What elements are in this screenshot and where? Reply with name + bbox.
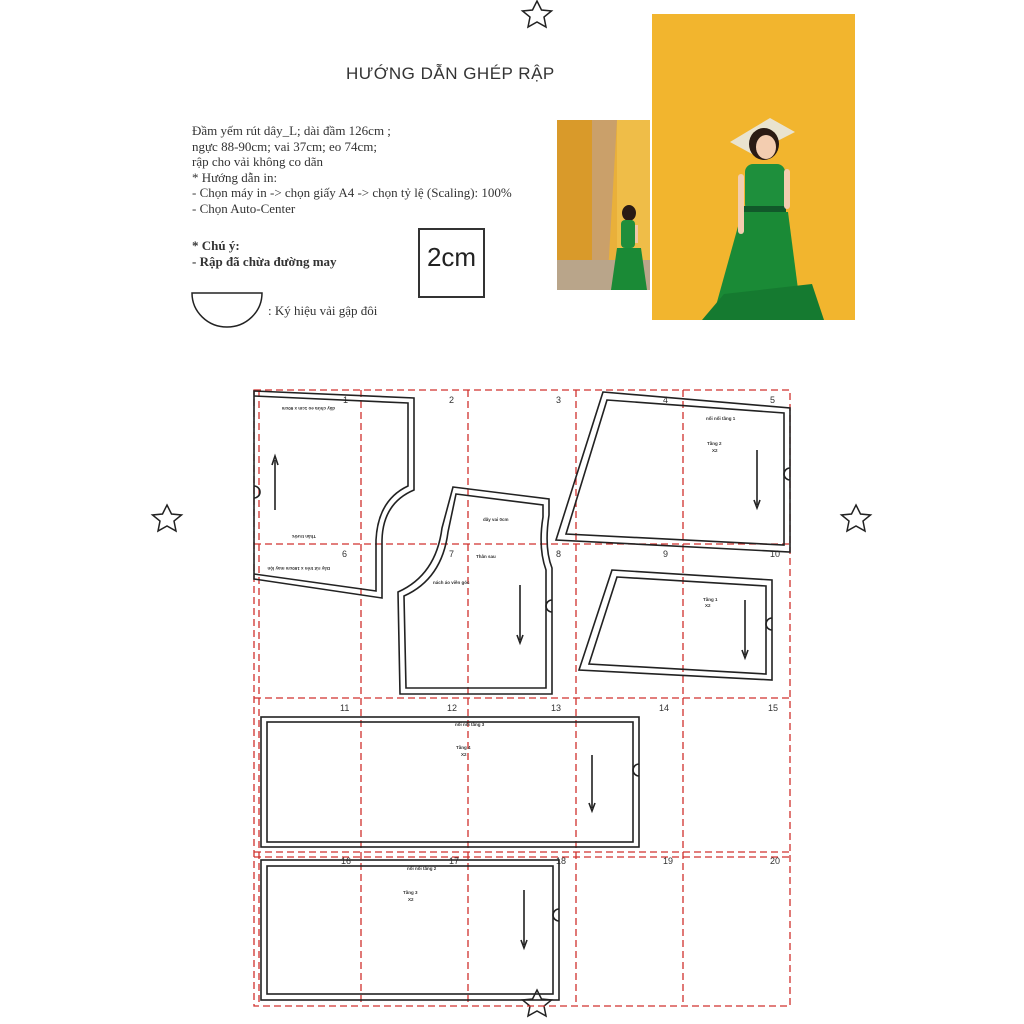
info-line: Đầm yếm rút dây_L; dài đầm 126cm ; — [192, 123, 391, 138]
grid-number: 10 — [770, 549, 781, 559]
grid-number: 5 — [770, 395, 776, 405]
info-line: ngực 88-90cm; vai 37cm; eo 74cm; — [192, 138, 378, 154]
fold-symbol-label: : Ký hiệu vải gập đôi — [268, 303, 378, 318]
fold-symbol-icon — [192, 293, 262, 327]
note-heading: * Chú ý: — [192, 238, 240, 253]
piece-label: X2 — [705, 603, 711, 608]
grid-number: 16 — [341, 856, 352, 866]
star-icon — [523, 1, 552, 27]
piece-label: Tầng 1 — [703, 597, 718, 602]
grid-number: 7 — [449, 549, 455, 559]
piece-label: Tầng 4 — [456, 745, 471, 750]
grid-number: 14 — [659, 703, 670, 713]
grid-number: 2 — [449, 395, 455, 405]
grid-number: 12 — [447, 703, 458, 713]
grid-number: 1 — [343, 395, 349, 405]
piece-tier-3 — [261, 860, 559, 1000]
info-line: rập cho vải không co dãn — [192, 154, 324, 169]
piece-label: nách áo viền góc — [433, 580, 470, 585]
piece-label: dây vai 0cm — [483, 517, 509, 522]
grid-number: 13 — [551, 703, 562, 713]
piece-label: Dây rút trên x 160cm may lộn — [267, 566, 330, 571]
piece-label: X2 — [712, 448, 718, 453]
piece-label: Thân trước — [291, 534, 316, 539]
piece-back-bodice — [398, 487, 552, 694]
grid-number: 11 — [340, 703, 350, 713]
piece-label: nối nối tầng 2 — [407, 866, 437, 871]
piece-label: Tầng 2 — [707, 441, 722, 446]
piece-label: dây chừa eo 1cm x 60cm — [281, 406, 335, 411]
grid-number: 20 — [770, 856, 781, 866]
grid-number: 15 — [768, 703, 779, 713]
piece-label: nối nối tầng 1 — [706, 416, 736, 421]
grid-number: 17 — [449, 856, 460, 866]
piece-tier-1 — [579, 570, 772, 680]
info-line: * Hướng dẫn in: — [192, 169, 278, 185]
grid-number: 9 — [663, 549, 669, 559]
piece-label: nối nối tầng 3 — [455, 722, 485, 727]
grid-number: 8 — [556, 549, 562, 559]
piece-tier-4 — [261, 717, 639, 847]
scale-box: 2cm — [418, 228, 485, 298]
page-title: HƯỚNG DẪN GHÉP RẬP — [346, 64, 555, 83]
grid-number: 19 — [663, 856, 674, 866]
note-body: - Rập đã chừa đường may — [192, 254, 337, 269]
piece-label: X2 — [408, 897, 414, 902]
grid-number: 6 — [342, 549, 348, 559]
grid-number: 4 — [663, 395, 669, 405]
grid-number: 3 — [556, 395, 562, 405]
star-icon — [153, 505, 182, 531]
grid-number: 18 — [556, 856, 567, 866]
piece-label: Tầng 3 — [403, 890, 418, 895]
star-icon — [842, 505, 871, 531]
info-line: - Chọn máy in -> chọn giấy A4 -> chọn tỷ lệ (Scaling): 100% — [192, 185, 512, 200]
piece-label: Thân sau — [476, 554, 496, 559]
info-line: - Chọn Auto-Center — [192, 200, 296, 216]
print-grid — [254, 390, 790, 1006]
piece-tier-2 — [556, 392, 790, 552]
piece-label: X2 — [461, 752, 467, 757]
